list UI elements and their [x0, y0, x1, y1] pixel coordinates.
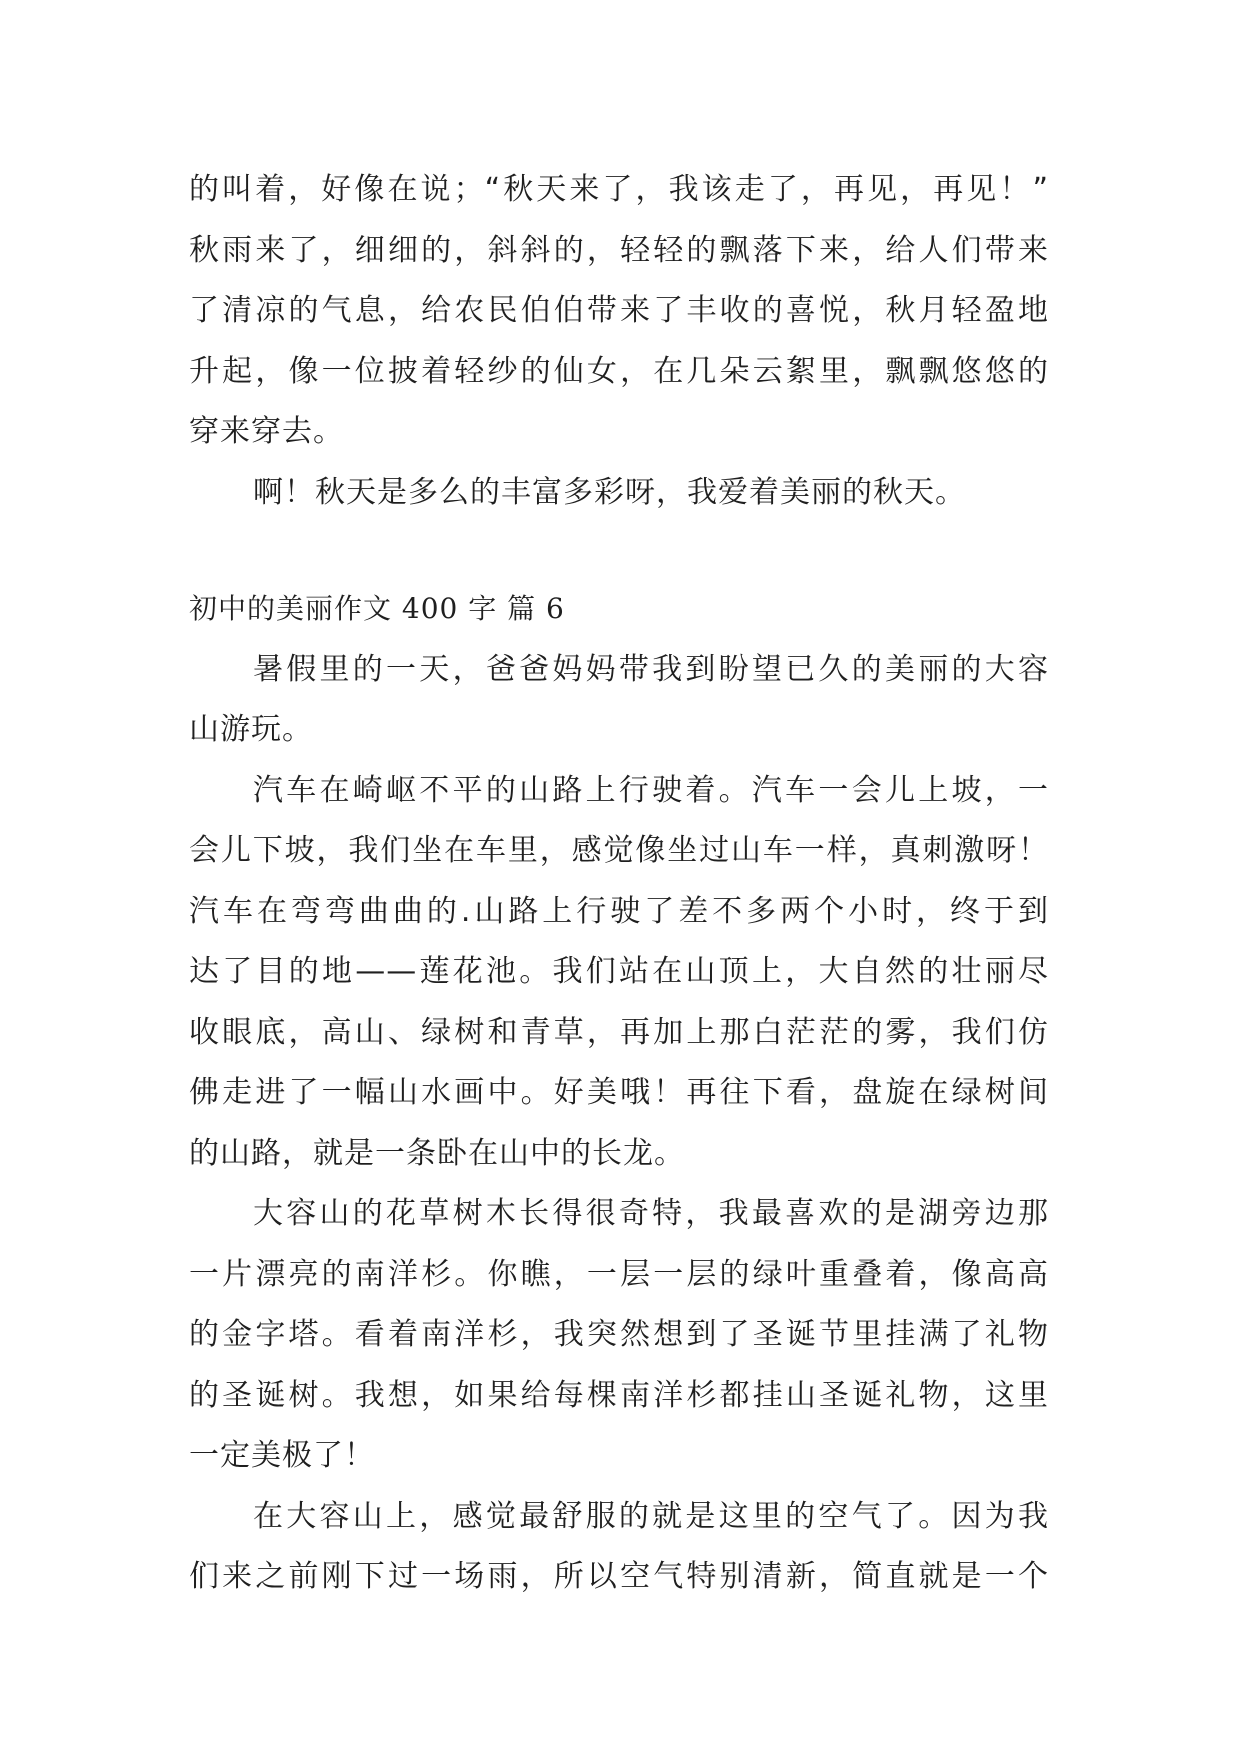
text-line: 了清凉的气息，给农民伯伯带来了丰收的喜悦，秋月轻盈地 — [189, 293, 1049, 328]
text-line: 汽车在崎岖不平的山路上行驶着。汽车一会儿上坡，一 — [253, 772, 1049, 808]
text-line: 升起，像一位披着轻纱的仙女，在几朵云絮里，飘飘悠悠的 — [189, 353, 1049, 389]
text-line: 达了目的地——莲花池。我们站在山顶上，大自然的壮丽尽 — [189, 954, 1049, 989]
paragraph-fresh-air — [189, 1487, 1049, 1608]
paragraph-mountain-road — [189, 761, 1049, 1185]
text-line: 一定美极了！ — [189, 1438, 375, 1473]
paragraph-autumn-ending — [189, 463, 1049, 524]
text-line: 啊！秋天是多么的丰富多彩呀，我爱着美丽的秋天。 — [253, 474, 966, 510]
text-line: 山游玩。 — [189, 712, 313, 747]
paragraph-summer-trip — [189, 640, 1049, 761]
document-body — [189, 160, 1049, 1608]
text-line: 汽车在弯弯曲曲的.山路上行驶了差不多两个小时，终于到 — [189, 893, 1049, 929]
text-line: 的圣诞树。我想，如果给每棵南洋杉都挂山圣诞礼物，这里 — [189, 1377, 1049, 1413]
text-line: 收眼底，高山、绿树和青草，再加上那白茫茫的雾，我们仿 — [189, 1014, 1049, 1050]
text-line: 的金字塔。看着南洋杉，我突然想到了圣诞节里挂满了礼物 — [189, 1317, 1049, 1352]
text-line: 的叫着，好像在说；“秋天来了，我该走了，再见，再见！” — [189, 172, 1049, 207]
section-gap — [189, 523, 1049, 579]
text-line: 佛走进了一幅山水画中。好美哦！再往下看，盘旋在绿树间 — [189, 1075, 1049, 1110]
text-line: 秋雨来了，细细的，斜斜的，轻轻的飘落下来，给人们带来 — [189, 232, 1049, 268]
paragraph-araucaria — [189, 1184, 1049, 1487]
text-line: 在大容山上，感觉最舒服的就是这里的空气了。因为我 — [253, 1498, 1049, 1534]
text-line: 穿来穿去。 — [189, 414, 344, 449]
text-line: 大容山的花草树木长得很奇特，我最喜欢的是湖旁边那 — [253, 1196, 1049, 1231]
text-line: 的山路，就是一条卧在山中的长龙。 — [189, 1135, 685, 1171]
text-line: 一片漂亮的南洋杉。你瞧，一层一层的绿叶重叠着，像高高 — [189, 1256, 1049, 1292]
text-line: 暑假里的一天，爸爸妈妈带我到盼望已久的美丽的大容 — [253, 651, 1049, 687]
text-line: 们来之前刚下过一场雨，所以空气特别清新，简直就是一个 — [189, 1559, 1049, 1594]
paragraph-autumn-continued — [189, 160, 1049, 463]
text-line: 会儿下坡，我们坐在车里，感觉像坐过山车一样，真刺激呀！ — [189, 833, 1049, 868]
essay-heading: 初中的美丽作文 400 字 篇 6 — [189, 592, 565, 625]
